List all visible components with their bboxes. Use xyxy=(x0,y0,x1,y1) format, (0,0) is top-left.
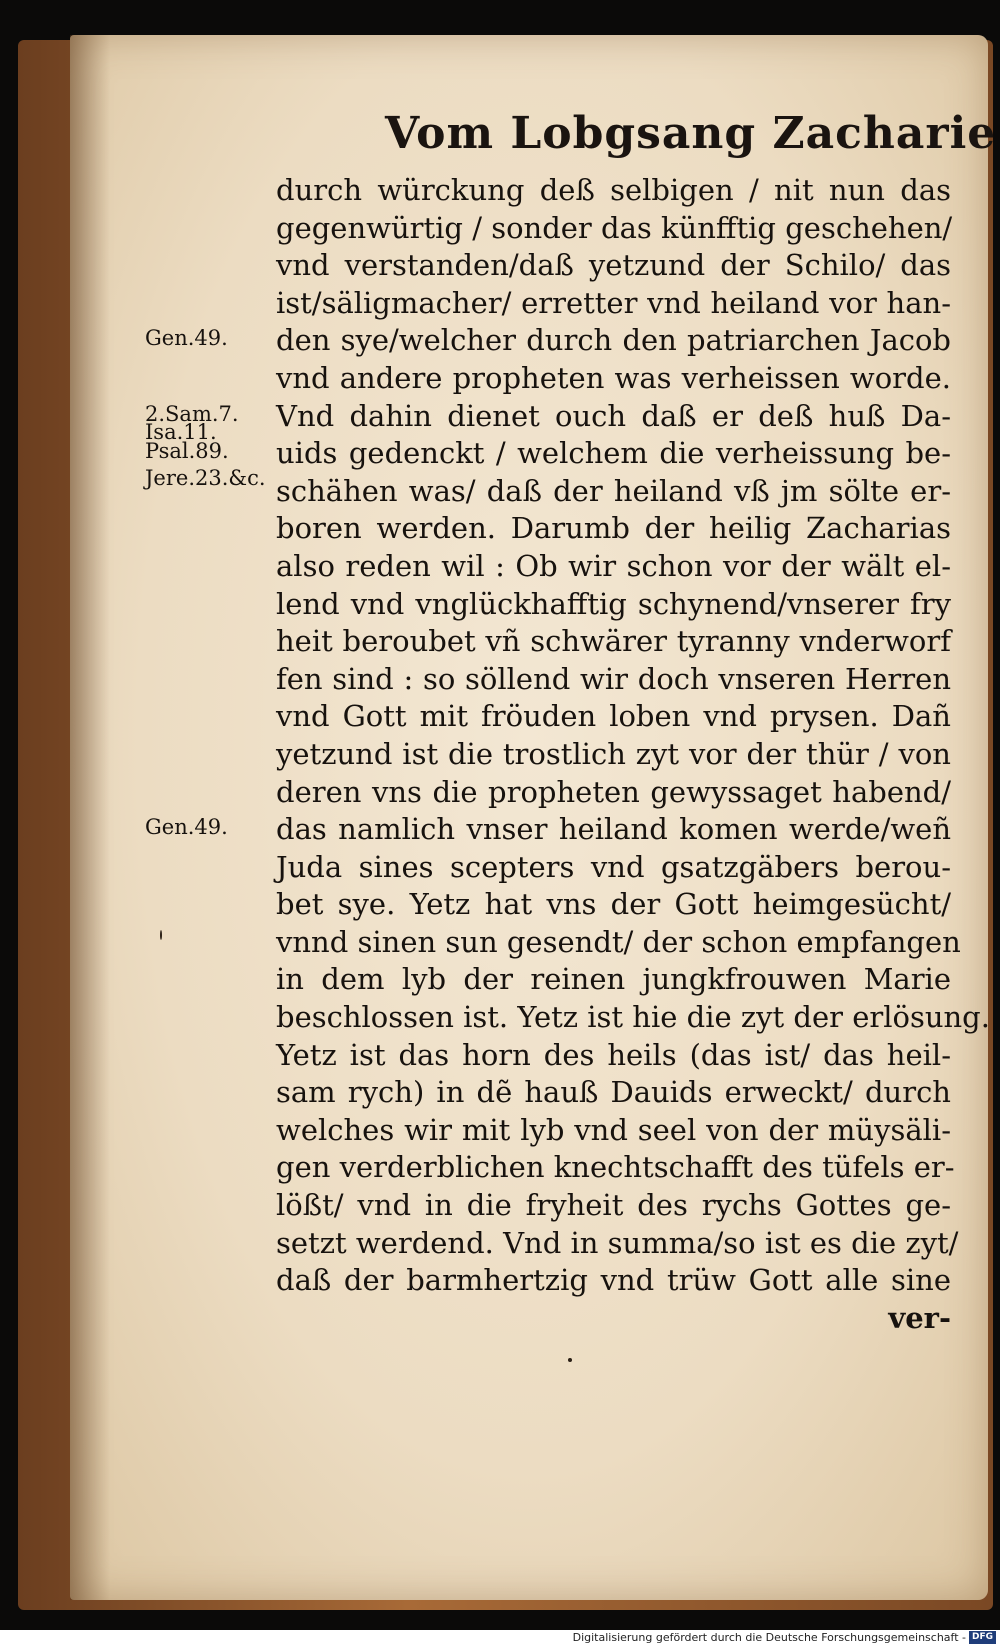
text-line: bet sye. Yetz hat vns der Gott heimgesücht/ xyxy=(276,887,951,922)
text-line: heit beroubet vñ schwärer tyranny vnderworf xyxy=(276,624,951,659)
footer-credit: Digitalisierung gefördert durch die Deutsche Forschungsgemeinschaft - xyxy=(572,1631,966,1644)
text-line: gegenwürtig / sonder das künfftig geschehen/ xyxy=(276,210,953,245)
margin-reference: Gen.49. xyxy=(145,326,228,351)
text-line: also reden wil : Ob wir schon vor der wält el- xyxy=(276,548,951,583)
text-line: vnd Gott mit fröuden loben vnd prysen. Dañ xyxy=(276,699,951,734)
text-line: in dem lyb der reinen jungkfrouwen Marie xyxy=(276,962,951,997)
text-line: ist/säligmacher/ erretter vnd heiland vor han- xyxy=(276,285,951,320)
text-line: boren werden. Darumb der heilig Zacharias xyxy=(276,511,951,546)
text-line: uids gedenckt / welchem die verheissung be- xyxy=(276,436,951,471)
text-line: vnnd sinen sun gesendt/ der schon empfangen xyxy=(276,924,961,959)
text-line: beschlossen ist. Yetz ist hie die zyt der erlösung. xyxy=(276,1000,990,1035)
text-line: vnd andere propheten was verheissen worde. xyxy=(276,360,951,395)
text-line: sam rych) in dẽ hauß Dauids erweckt/ durch xyxy=(276,1075,951,1110)
text-line: Yetz ist das horn des heils (das ist/ das heil- xyxy=(276,1037,951,1072)
running-head: Vom Lobgsang Zacharie xyxy=(385,108,997,159)
dfg-logo: DFG xyxy=(969,1631,996,1644)
margin-reference: Psal.89. xyxy=(145,439,229,464)
text-line: durch würckung deß selbigen / nit nun das xyxy=(276,173,951,207)
text-line: welches wir mit lyb vnd seel von der müysäli- xyxy=(276,1112,951,1147)
text-line: Vnd dahin dienet ouch daß er deß huß Da- xyxy=(276,398,951,433)
text-line: daß der barmhertzig vnd trüw Gott alle sine xyxy=(276,1263,951,1298)
text-line: setzt werdend. Vnd in summa/so ist es die zyt/ xyxy=(276,1225,959,1260)
text-line: den sye/welcher durch den patriarchen Jacob xyxy=(276,323,951,358)
margin-reference: Jere.23.&c. xyxy=(145,465,266,490)
text-line: yetzund ist die trostlich zyt vor der thür / von xyxy=(276,736,951,771)
margin-reference: Gen.49. xyxy=(145,815,228,840)
text-line: schähen was/ daß der heiland vß jm sölte er- xyxy=(276,473,951,508)
catchword: ver- xyxy=(888,1300,951,1335)
text-line: lößt/ vnd in die fryheit des rychs Gottes ge- xyxy=(276,1188,951,1223)
gutter-shadow xyxy=(70,35,110,1600)
margin-reference: Isa.11. xyxy=(145,420,217,445)
text-line: das namlich vnser heiland komen werde/weñ xyxy=(276,812,951,847)
text-line: fen sind : so söllend wir doch vnseren Herren xyxy=(276,661,951,696)
text-line: Juda sines scepters vnd gsatzgäbers berou- xyxy=(276,849,951,884)
body-text xyxy=(276,172,990,1337)
margin-reference: 2.Sam.7. xyxy=(145,401,239,426)
text-line: deren vns die propheten gewyssaget habend/ xyxy=(276,774,951,809)
paper-speck xyxy=(568,1358,572,1362)
text-line: gen verderblichen knechtschafft des tüfels er- xyxy=(276,1150,955,1185)
paper-speck xyxy=(160,930,162,940)
text-line: lend vnd vnglückhafftig schynend/vnserer fry xyxy=(276,586,951,621)
text-line: vnd verstanden/daß yetzund der Schilo/ das xyxy=(276,248,951,283)
